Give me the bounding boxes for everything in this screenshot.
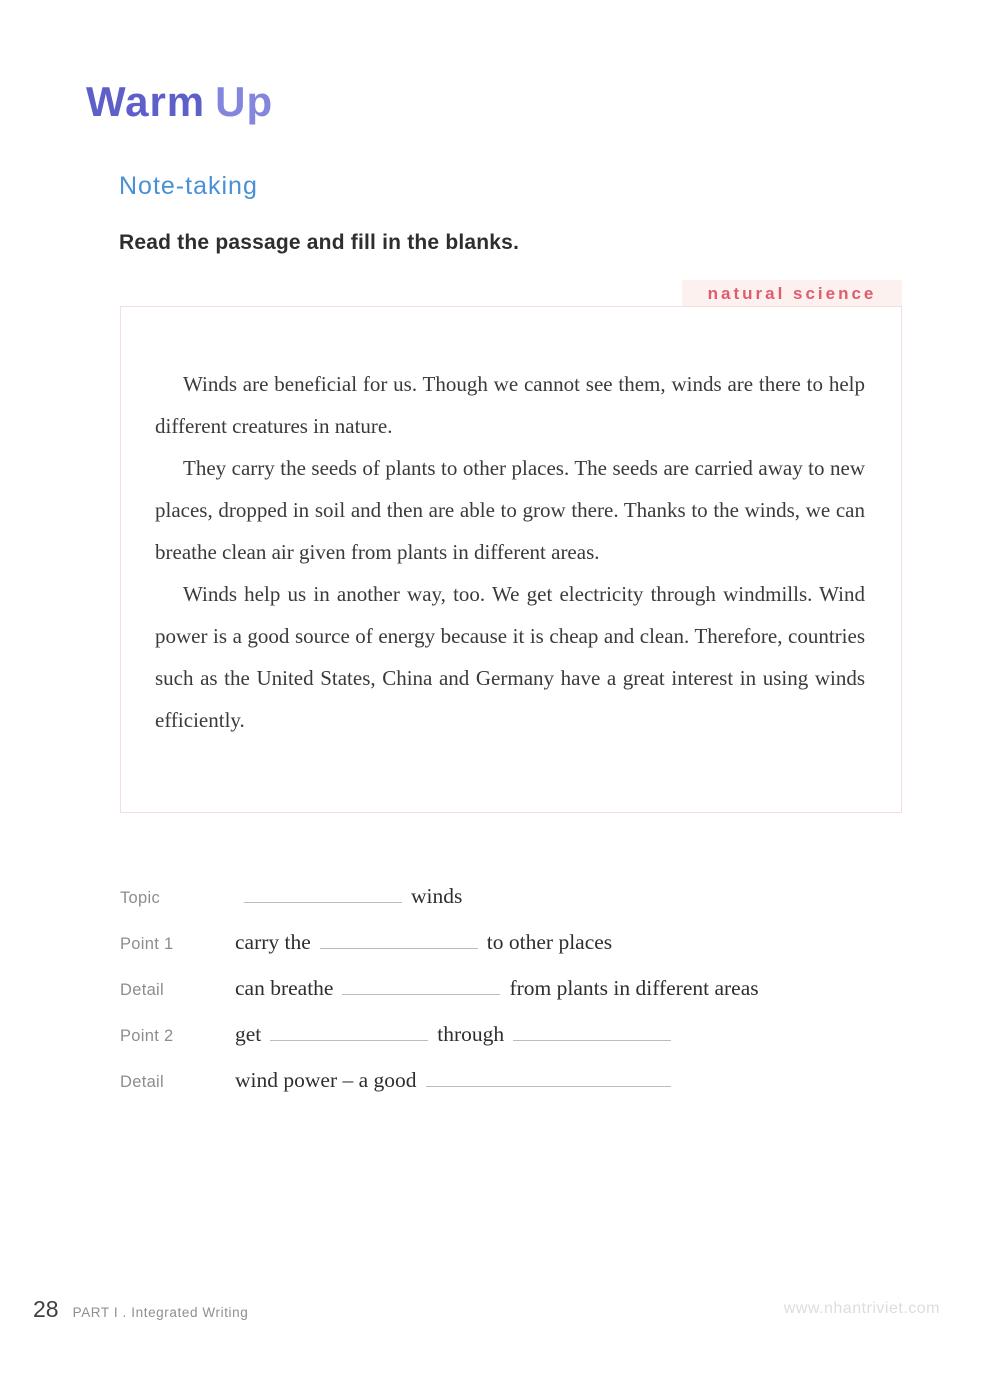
note-row-detail-1 bbox=[120, 976, 880, 1022]
footer-left bbox=[33, 1296, 248, 1323]
subject-tag-natural-science: natural science bbox=[682, 280, 902, 307]
note-content-detail-2 bbox=[235, 1068, 680, 1093]
passage-paragraph-3: Winds help us in another way, too. We get electricity through windmills. Wind power is a good source of energy because it is cheap and clean. Therefore, countries such as the United States, China and Germany have a great interest in using winds efficiently. bbox=[155, 582, 865, 732]
instruction-text: Read the passage and fill in the blanks. bbox=[119, 231, 520, 254]
passage-paragraph-1: Winds are beneficial for us. Though we cannot see them, winds are there to help different creatures in nature. bbox=[155, 372, 865, 438]
note-label-point-2: Point 2 bbox=[120, 1027, 174, 1045]
note-text: winds bbox=[411, 884, 463, 908]
note-row-point-2 bbox=[120, 1022, 880, 1068]
note-text: through bbox=[437, 1022, 505, 1046]
note-label-detail-2: Detail bbox=[120, 1073, 164, 1091]
section-title-note-taking: Note-taking bbox=[119, 172, 258, 200]
fill-in-blank bbox=[270, 1023, 428, 1041]
fill-in-blank bbox=[513, 1023, 671, 1041]
note-taking-table bbox=[120, 884, 880, 1114]
note-text: from plants in different areas bbox=[509, 976, 759, 1000]
footer-website: www.nhantriviet.com bbox=[783, 1300, 940, 1317]
page-title-word-warm: Warm bbox=[86, 78, 206, 125]
fill-in-blank bbox=[320, 931, 478, 949]
note-row-topic bbox=[120, 884, 880, 930]
note-row-detail-2 bbox=[120, 1068, 880, 1114]
page-title bbox=[86, 78, 273, 126]
passage-paragraph-2: They carry the seeds of plants to other places. The seeds are carried away to new places, dropped in soil and then are able to grow there. Thanks to the winds, we can breathe clean air given from plants in different areas. bbox=[155, 456, 865, 564]
note-text: carry the bbox=[235, 930, 311, 954]
note-content-detail-1 bbox=[235, 976, 759, 1001]
note-label-topic: Topic bbox=[120, 889, 161, 907]
note-label-detail-1: Detail bbox=[120, 981, 164, 999]
note-text: get bbox=[235, 1022, 262, 1046]
note-content-point-1 bbox=[235, 930, 612, 955]
note-text: to other places bbox=[486, 930, 613, 954]
fill-in-blank bbox=[342, 977, 500, 995]
note-text: can breathe bbox=[235, 976, 334, 1000]
fill-in-blank bbox=[426, 1069, 671, 1087]
note-content-point-2 bbox=[235, 1022, 680, 1047]
note-label-point-1: Point 1 bbox=[120, 935, 174, 953]
page-number: 28 bbox=[33, 1296, 59, 1322]
note-text: wind power – a good bbox=[235, 1068, 417, 1092]
note-content-topic bbox=[235, 884, 462, 909]
passage-box bbox=[120, 306, 902, 813]
fill-in-blank bbox=[244, 885, 402, 903]
note-row-point-1 bbox=[120, 930, 880, 976]
footer-part-label: PART I . Integrated Writing bbox=[72, 1305, 249, 1320]
page-title-word-up: Up bbox=[215, 78, 274, 125]
